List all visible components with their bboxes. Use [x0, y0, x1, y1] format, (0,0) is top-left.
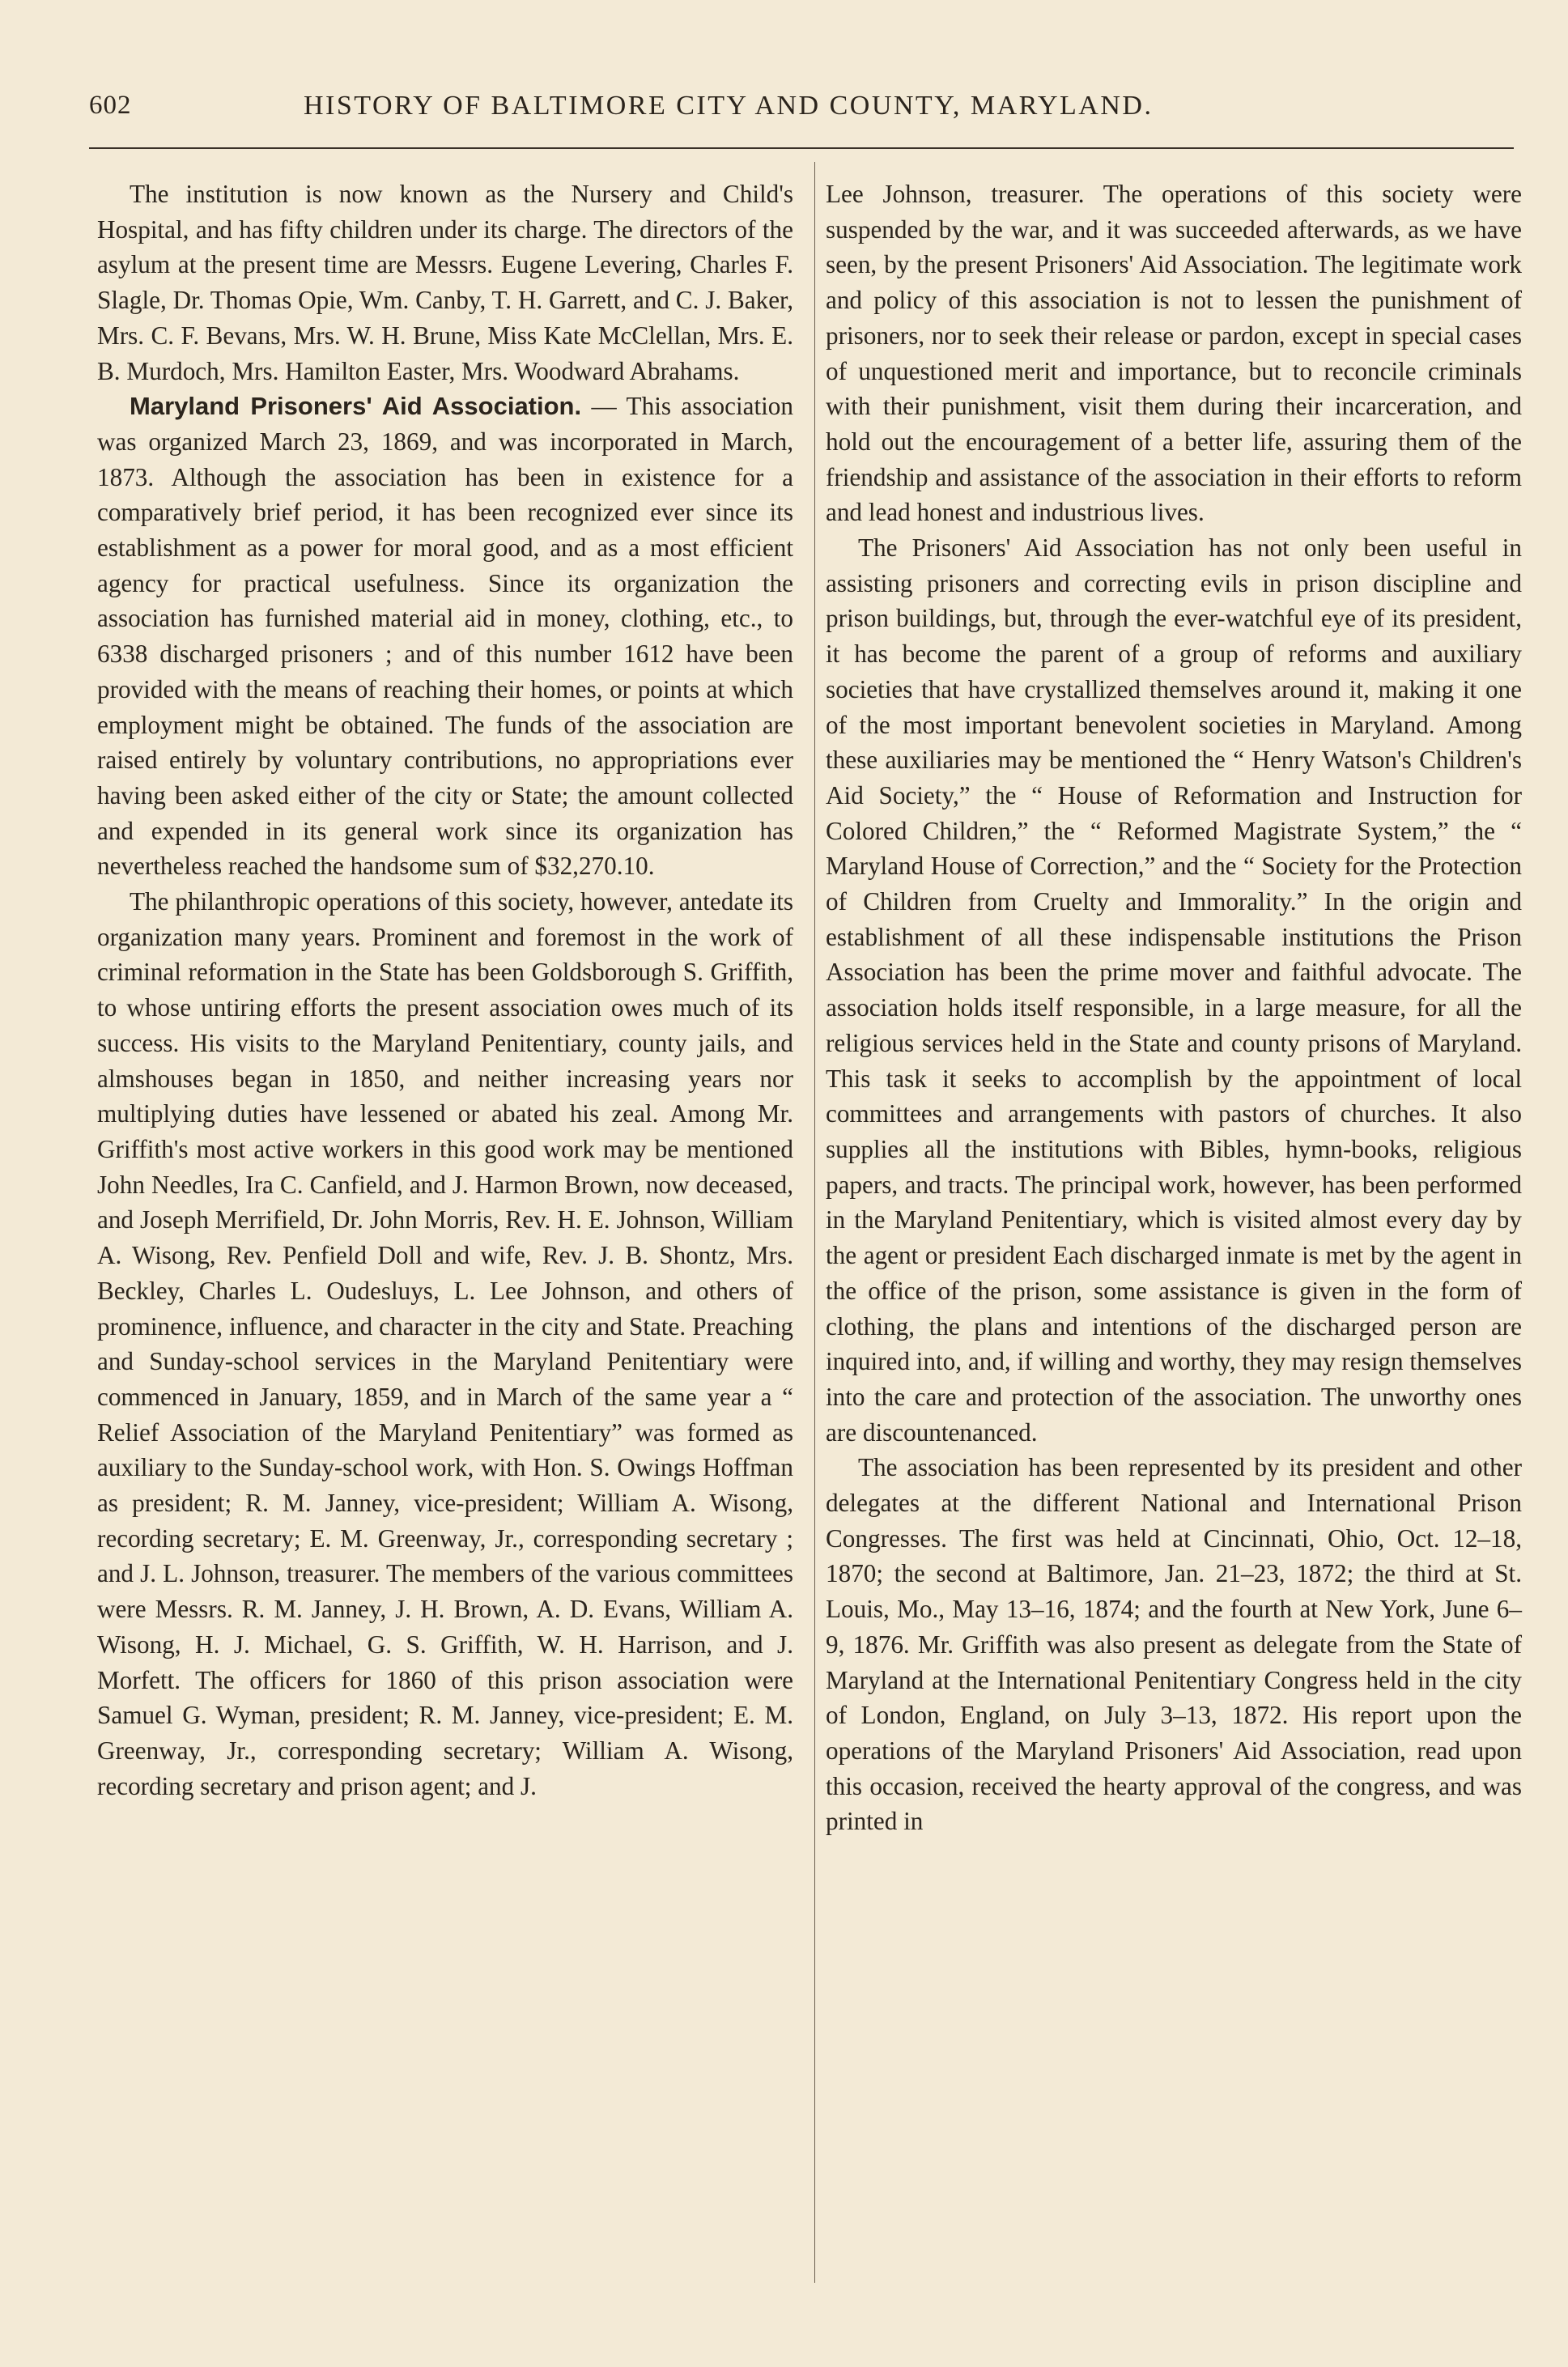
page-header — [89, 91, 1514, 131]
page-number: 602 — [89, 91, 132, 120]
left-column — [97, 176, 793, 1804]
paragraph-text: — This association was organized March 23, 1869, and was incorporated in March, 1873. Although the association has been in existence for a comparatively brief period, it has been recognized ever since its establishment as a power for moral good, and as a most efficient agency for practical usefulness. Since its organization the association has furnished material aid in money, clothing, etc., to 6338 discharged prisoners ; and of this number 1612 have been provided with the means of reaching their homes, or points at which employment might be obtained. The funds of the association are raised entirely by voluntary contributions, no appropriations ever having been asked either of the city or State; the amount collected and expended in its general work since its organization has nevertheless reached the handsome sum of $32,270.10. — [97, 392, 793, 881]
running-title: HISTORY OF BALTIMORE CITY AND COUNTY, MARYLAND. — [304, 91, 1154, 121]
header-rule — [89, 147, 1514, 149]
paragraph: The association has been represented by its president and other delegates at the different National and International Prison Congresses. The first was held at Cincinnati, Ohio, Oct. 12–18, 1870; the second at Baltimore, Jan. 21–23, 1872; the third at St. Louis, Mo., May 13–16, 1874; and the fourth at New York, June 6–9, 1876. Mr. Griffith was also present as delegate from the State of Maryland at the International Penitentiary Congress held in the city of London, England, on July 3–13, 1872. His report upon the operations of the Maryland Prisoners' Aid Association, read upon this occasion, received the hearty approval of the congress, and was printed in — [826, 1453, 1522, 1836]
paragraph — [97, 389, 793, 884]
right-column — [826, 176, 1522, 1839]
section-heading: Maryland Prisoners' Aid Association. — [130, 392, 582, 421]
paragraph: Lee Johnson, treasurer. The operations of this society were suspended by the war, and it was succeeded afterwards, as we have seen, by the present Prisoners' Aid Association. The legitimate work and policy of this association is not to lessen the punishment of prisoners, nor to seek their release or pardon, except in special cases of unquestioned merit and importance, but to reconcile criminals with their punishment, visit them during their incarceration, and hold out the encouragement of a better life, assuring them of the friendship and assistance of the association in their efforts to reform and lead honest and industrious lives. — [826, 180, 1522, 527]
paragraph: The philanthropic operations of this society, however, antedate its organization many years. Prominent and foremost in the work of criminal reformation in the State has been Goldsborough S. Griffith, to whose untiring efforts the present association owes much of its success. His visits to the Maryland Penitentiary, county jails, and almshouses began in 1850, and neither increasing years nor multiplying duties have lessened or abated his zeal. Among Mr. Griffith's most active workers in this good work may be mentioned John Needles, Ira C. Canfield, and J. Harmon Brown, now deceased, and Joseph Merrifield, Dr. John Morris, Rev. H. E. Johnson, William A. Wisong, Rev. Penfield Doll and wife, Rev. J. B. Shontz, Mrs. Beckley, Charles L. Oudesluys, L. Lee Johnson, and others of prominence, influence, and character in the city and State. Preaching and Sunday-school services in the Maryland Penitentiary were commenced in January, 1859, and in March of the same year a “ Relief Association of the Maryland Penitentiary” was formed as auxiliary to the Sunday-school work, with Hon. S. Owings Hoffman as president; R. M. Janney, vice-president; William A. Wisong, recording secretary; E. M. Greenway, Jr., corresponding secretary ; and J. L. Johnson, treasurer. The members of the various committees were Messrs. R. M. Janney, J. H. Brown, A. D. Evans, William A. Wisong, H. J. Michael, G. S. Griffith, W. H. Harrison, and J. Morfett. The officers for 1860 of this prison association were Samuel G. Wyman, president; R. M. Janney, vice-president; E. M. Greenway, Jr., corresponding secretary; William A. Wisong, recording secretary and prison agent; and J. — [97, 887, 793, 1800]
paragraph: The institution is now known as the Nursery and Child's Hospital, and has fifty children under its charge. The directors of the asylum at the present time are Messrs. Eugene Levering, Charles F. Slagle, Dr. Thomas Opie, Wm. Canby, T. H. Garrett, and C. J. Baker, Mrs. C. F. Bevans, Mrs. W. H. Brune, Miss Kate McClellan, Mrs. E. B. Murdoch, Mrs. Hamilton Easter, Mrs. Woodward Abrahams. — [97, 180, 793, 385]
column-divider — [814, 162, 815, 2283]
paragraph: The Prisoners' Aid Association has not only been useful in assisting prisoners and correcting evils in prison discipline and prison buildings, but, through the ever-watchful eye of its president, it has become the parent of a group of reforms and auxiliary societies that have crystallized themselves around it, making it one of the most important benevolent societies in Maryland. Among these auxiliaries may be mentioned the “ Henry Watson's Children's Aid Society,” the “ House of Reformation and Instruction for Colored Children,” the “ Reformed Magistrate System,” the “ Maryland House of Correction,” and the “ Society for the Protection of Children from Cruelty and Immorality.” In the origin and establishment of all these indispensable institutions the Prison Association has been the prime mover and faithful advocate. The association holds itself responsible, in a large measure, for all the religious services held in the State and county prisons of Maryland. This task it seeks to accomplish by the appointment of local committees and arrangements with pastors of churches. It also supplies all the institutions with Bibles, hymn-books, religious papers, and tracts. The principal work, however, has been performed in the Maryland Penitentiary, which is visited almost every day by the agent or president Each discharged inmate is met by the agent in the office of the prison, some assistance is given in the form of clothing, the plans and intentions of the discharged person are inquired into, and, if willing and worthy, they may resign themselves into the care and protection of the association. The unworthy ones are discountenanced. — [826, 533, 1522, 1447]
